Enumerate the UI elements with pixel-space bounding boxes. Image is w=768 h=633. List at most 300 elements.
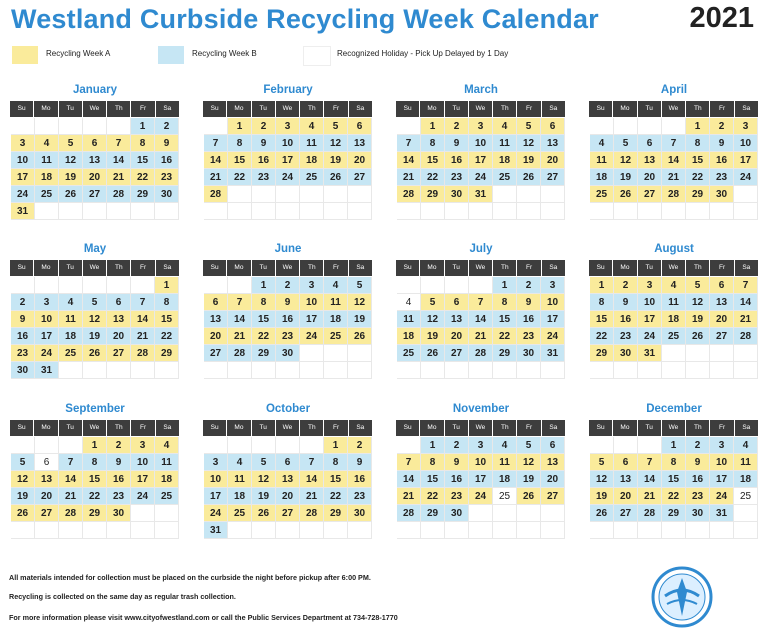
empty-day-cell bbox=[469, 277, 493, 294]
weekday-label: Tu bbox=[638, 260, 661, 276]
week-b-day-cell: 23 bbox=[614, 328, 638, 345]
week-a-day-cell: 7 bbox=[638, 454, 662, 471]
empty-day-cell bbox=[252, 362, 276, 379]
weekday-label: Tu bbox=[252, 101, 275, 117]
empty-day-cell bbox=[348, 345, 372, 362]
week-a-day-cell: 12 bbox=[252, 471, 276, 488]
empty-day-cell bbox=[445, 362, 469, 379]
week-b-day-cell: 21 bbox=[397, 169, 421, 186]
week-a-day-cell: 27 bbox=[276, 505, 300, 522]
weekday-label: Fr bbox=[324, 101, 347, 117]
empty-day-cell bbox=[131, 277, 155, 294]
empty-day-cell bbox=[445, 203, 469, 220]
empty-day-cell bbox=[614, 362, 638, 379]
weekday-label: Su bbox=[589, 260, 612, 276]
week-a-day-cell: 18 bbox=[662, 311, 686, 328]
week-b-day-cell: 17 bbox=[204, 488, 228, 505]
week-b-day-cell: 3 bbox=[35, 294, 59, 311]
week-b-day-cell: 13 bbox=[83, 152, 107, 169]
week-a-day-cell: 29 bbox=[155, 345, 179, 362]
empty-day-cell bbox=[131, 522, 155, 539]
week-a-day-cell: 20 bbox=[541, 152, 565, 169]
week-a-day-cell: 5 bbox=[59, 135, 83, 152]
week-b-day-cell: 1 bbox=[421, 437, 445, 454]
weekday-label: Th bbox=[300, 420, 323, 436]
legend-swatch-week-b bbox=[158, 46, 184, 64]
week-b-day-cell: 6 bbox=[638, 135, 662, 152]
week-b-day-cell: 14 bbox=[638, 471, 662, 488]
weekday-label: Mo bbox=[613, 420, 636, 436]
week-a-day-cell: 30 bbox=[710, 186, 734, 203]
week-b-day-cell: 30 bbox=[445, 505, 469, 522]
week-a-day-cell: 28 bbox=[131, 345, 155, 362]
weekday-label: Fr bbox=[324, 420, 347, 436]
week-a-day-cell: 16 bbox=[107, 471, 131, 488]
week-b-day-cell: 26 bbox=[517, 169, 541, 186]
week-a-day-cell: 26 bbox=[11, 505, 35, 522]
weekday-label: We bbox=[83, 101, 106, 117]
weekday-header bbox=[10, 260, 180, 276]
empty-day-cell bbox=[276, 437, 300, 454]
empty-day-cell bbox=[686, 522, 710, 539]
week-a-day-cell: 26 bbox=[83, 345, 107, 362]
week-a-day-cell: 28 bbox=[204, 186, 228, 203]
empty-day-cell bbox=[276, 203, 300, 220]
week-a-day-cell: 25 bbox=[228, 505, 252, 522]
week-b-day-cell: 29 bbox=[252, 345, 276, 362]
week-b-day-cell: 20 bbox=[541, 471, 565, 488]
empty-day-cell bbox=[397, 203, 421, 220]
week-a-day-cell: 27 bbox=[107, 345, 131, 362]
weekday-label: Su bbox=[10, 420, 33, 436]
empty-day-cell bbox=[734, 186, 758, 203]
weekday-header bbox=[589, 420, 759, 436]
empty-day-cell bbox=[517, 505, 541, 522]
week-b-day-cell: 21 bbox=[204, 169, 228, 186]
week-b-day-cell: 12 bbox=[324, 135, 348, 152]
weekday-label: We bbox=[276, 420, 299, 436]
week-a-day-cell: 22 bbox=[421, 488, 445, 505]
week-b-day-cell: 16 bbox=[445, 471, 469, 488]
week-b-day-cell: 9 bbox=[710, 135, 734, 152]
week-b-day-cell: 11 bbox=[35, 152, 59, 169]
week-b-day-cell: 26 bbox=[59, 186, 83, 203]
empty-day-cell bbox=[469, 505, 493, 522]
empty-day-cell bbox=[228, 277, 252, 294]
week-a-day-cell: 6 bbox=[710, 277, 734, 294]
weekday-label: Th bbox=[300, 101, 323, 117]
week-b-day-cell: 27 bbox=[348, 169, 372, 186]
week-b-day-cell: 12 bbox=[59, 152, 83, 169]
week-a-day-cell: 7 bbox=[228, 294, 252, 311]
empty-day-cell bbox=[541, 203, 565, 220]
note-same-day: Recycling is collected on the same day as regular trash collection. bbox=[9, 592, 236, 601]
week-b-day-cell: 20 bbox=[276, 488, 300, 505]
weekday-label: Sa bbox=[349, 260, 372, 276]
week-a-day-cell: 24 bbox=[541, 328, 565, 345]
empty-day-cell bbox=[421, 362, 445, 379]
week-b-day-cell: 18 bbox=[590, 169, 614, 186]
empty-day-cell bbox=[397, 437, 421, 454]
week-b-day-cell: 27 bbox=[83, 186, 107, 203]
weekday-label: Tu bbox=[59, 260, 82, 276]
week-a-day-cell: 7 bbox=[107, 135, 131, 152]
week-b-day-cell: 17 bbox=[300, 311, 324, 328]
week-a-day-cell: 19 bbox=[324, 152, 348, 169]
week-a-day-cell: 20 bbox=[710, 311, 734, 328]
empty-day-cell bbox=[638, 522, 662, 539]
weekday-label: Tu bbox=[638, 420, 661, 436]
empty-day-cell bbox=[421, 277, 445, 294]
week-b-day-cell: 9 bbox=[107, 454, 131, 471]
week-b-day-cell: 23 bbox=[710, 169, 734, 186]
week-b-day-cell: 3 bbox=[469, 437, 493, 454]
empty-day-cell bbox=[204, 362, 228, 379]
week-b-day-cell: 12 bbox=[686, 294, 710, 311]
empty-day-cell bbox=[517, 522, 541, 539]
week-b-day-cell: 20 bbox=[638, 169, 662, 186]
weekday-label: Tu bbox=[59, 101, 82, 117]
week-a-day-cell: 19 bbox=[686, 311, 710, 328]
week-b-day-cell: 5 bbox=[252, 454, 276, 471]
week-b-day-cell: 18 bbox=[493, 471, 517, 488]
empty-day-cell bbox=[493, 505, 517, 522]
week-a-day-cell: 8 bbox=[421, 454, 445, 471]
empty-day-cell bbox=[155, 203, 179, 220]
week-b-day-cell: 4 bbox=[493, 437, 517, 454]
weekday-label: Fr bbox=[131, 101, 154, 117]
empty-day-cell bbox=[204, 118, 228, 135]
week-a-day-cell: 4 bbox=[662, 277, 686, 294]
week-b-day-cell: 6 bbox=[107, 294, 131, 311]
week-a-day-cell: 2 bbox=[445, 118, 469, 135]
empty-day-cell bbox=[83, 203, 107, 220]
empty-day-cell bbox=[83, 277, 107, 294]
week-b-day-cell: 31 bbox=[35, 362, 59, 379]
empty-day-cell bbox=[614, 118, 638, 135]
empty-day-cell bbox=[300, 437, 324, 454]
weekday-label: Fr bbox=[517, 101, 540, 117]
week-b-day-cell: 3 bbox=[204, 454, 228, 471]
week-a-day-cell: 29 bbox=[686, 186, 710, 203]
week-a-day-cell: 25 bbox=[590, 186, 614, 203]
month-name: April bbox=[660, 84, 688, 96]
empty-day-cell bbox=[493, 362, 517, 379]
weekday-label: Mo bbox=[227, 260, 250, 276]
weekday-label: Fr bbox=[517, 420, 540, 436]
week-a-day-cell: 22 bbox=[493, 328, 517, 345]
week-a-day-cell: 19 bbox=[590, 488, 614, 505]
month-name: November bbox=[452, 403, 510, 415]
weekday-label: Sa bbox=[349, 101, 372, 117]
week-a-day-cell: 28 bbox=[397, 186, 421, 203]
week-b-day-cell: 6 bbox=[276, 454, 300, 471]
empty-day-cell bbox=[734, 522, 758, 539]
weekday-label: Su bbox=[10, 101, 33, 117]
week-a-day-cell: 17 bbox=[11, 169, 35, 186]
empty-day-cell bbox=[35, 437, 59, 454]
empty-day-cell bbox=[204, 203, 228, 220]
week-a-day-cell: 23 bbox=[445, 488, 469, 505]
calendar-year: 2021 bbox=[689, 2, 754, 34]
empty-day-cell bbox=[638, 203, 662, 220]
week-b-day-cell: 8 bbox=[83, 454, 107, 471]
empty-day-cell bbox=[493, 203, 517, 220]
empty-day-cell bbox=[252, 203, 276, 220]
week-a-day-cell: 1 bbox=[83, 437, 107, 454]
empty-day-cell bbox=[662, 522, 686, 539]
week-b-day-cell: 19 bbox=[11, 488, 35, 505]
week-a-day-cell: 15 bbox=[155, 311, 179, 328]
week-b-day-cell: 15 bbox=[252, 311, 276, 328]
empty-day-cell bbox=[493, 186, 517, 203]
empty-day-cell bbox=[541, 186, 565, 203]
week-b-day-cell: 18 bbox=[324, 311, 348, 328]
week-a-day-cell: 14 bbox=[397, 152, 421, 169]
week-b-day-cell: 5 bbox=[614, 135, 638, 152]
week-a-day-cell: 23 bbox=[517, 328, 541, 345]
month-name: October bbox=[265, 403, 311, 415]
empty-day-cell bbox=[131, 203, 155, 220]
week-a-day-cell: 26 bbox=[517, 488, 541, 505]
week-b-day-cell: 4 bbox=[734, 437, 758, 454]
week-a-day-cell: 16 bbox=[445, 152, 469, 169]
week-b-day-cell: 28 bbox=[397, 505, 421, 522]
weekday-label: Su bbox=[589, 101, 612, 117]
weekday-label: Su bbox=[589, 420, 612, 436]
empty-day-cell bbox=[35, 203, 59, 220]
weekday-label: Su bbox=[203, 101, 226, 117]
legend-label-holiday: Recognized Holiday - Pick Up Delayed by 1 Day bbox=[337, 49, 509, 58]
week-a-day-cell: 15 bbox=[324, 471, 348, 488]
empty-day-cell bbox=[276, 522, 300, 539]
week-b-day-cell: 1 bbox=[662, 437, 686, 454]
empty-day-cell bbox=[252, 437, 276, 454]
week-b-day-cell: 30 bbox=[517, 345, 541, 362]
empty-day-cell bbox=[324, 522, 348, 539]
empty-day-cell bbox=[324, 362, 348, 379]
week-b-day-cell: 24 bbox=[276, 169, 300, 186]
holiday-day-cell: 25 bbox=[734, 488, 758, 505]
week-a-day-cell: 3 bbox=[11, 135, 35, 152]
empty-day-cell bbox=[469, 362, 493, 379]
weekday-label: Su bbox=[396, 101, 419, 117]
week-b-day-cell: 29 bbox=[493, 345, 517, 362]
week-b-day-cell: 16 bbox=[155, 152, 179, 169]
week-a-day-cell: 29 bbox=[590, 345, 614, 362]
week-b-day-cell: 9 bbox=[348, 454, 372, 471]
week-b-day-cell: 14 bbox=[397, 471, 421, 488]
week-b-day-cell: 26 bbox=[590, 505, 614, 522]
week-a-day-cell: 1 bbox=[324, 437, 348, 454]
empty-day-cell bbox=[469, 203, 493, 220]
holiday-day-cell: 6 bbox=[35, 454, 59, 471]
empty-day-cell bbox=[228, 437, 252, 454]
legend-swatch-week-a bbox=[12, 46, 38, 64]
week-a-day-cell: 24 bbox=[300, 328, 324, 345]
week-b-day-cell: 23 bbox=[445, 169, 469, 186]
week-b-day-cell: 7 bbox=[662, 135, 686, 152]
week-a-day-cell: 9 bbox=[276, 294, 300, 311]
empty-day-cell bbox=[590, 522, 614, 539]
weekday-label: Fr bbox=[710, 101, 733, 117]
week-b-day-cell: 26 bbox=[324, 169, 348, 186]
week-b-day-cell: 17 bbox=[541, 311, 565, 328]
empty-day-cell bbox=[517, 203, 541, 220]
week-a-day-cell: 14 bbox=[131, 311, 155, 328]
week-b-day-cell: 14 bbox=[469, 311, 493, 328]
week-a-day-cell: 21 bbox=[228, 328, 252, 345]
week-a-day-cell: 20 bbox=[348, 152, 372, 169]
week-b-day-cell: 7 bbox=[397, 135, 421, 152]
week-a-day-cell: 17 bbox=[131, 471, 155, 488]
month-name: August bbox=[654, 243, 694, 255]
week-a-day-cell: 12 bbox=[348, 294, 372, 311]
week-b-day-cell: 28 bbox=[638, 505, 662, 522]
week-a-day-cell: 6 bbox=[204, 294, 228, 311]
week-b-day-cell: 10 bbox=[11, 152, 35, 169]
week-a-day-cell: 31 bbox=[638, 345, 662, 362]
month-name: July bbox=[469, 243, 493, 255]
empty-day-cell bbox=[614, 522, 638, 539]
week-a-day-cell: 30 bbox=[445, 186, 469, 203]
empty-day-cell bbox=[252, 522, 276, 539]
empty-day-cell bbox=[348, 203, 372, 220]
weekday-label: Fr bbox=[131, 420, 154, 436]
week-b-day-cell: 28 bbox=[107, 186, 131, 203]
week-b-day-cell: 18 bbox=[734, 471, 758, 488]
week-a-day-cell: 31 bbox=[469, 186, 493, 203]
week-b-day-cell: 11 bbox=[397, 311, 421, 328]
week-a-day-cell: 10 bbox=[710, 454, 734, 471]
week-a-day-cell: 15 bbox=[228, 152, 252, 169]
legend-label-week-b: Recycling Week B bbox=[192, 49, 257, 58]
week-b-day-cell: 5 bbox=[517, 437, 541, 454]
week-a-day-cell: 10 bbox=[204, 471, 228, 488]
week-b-day-cell: 16 bbox=[517, 311, 541, 328]
weekday-label: Sa bbox=[735, 101, 758, 117]
note-more-info: For more information please visit www.cityofwestland.com or call the Public Services Department at 734-728-1770 bbox=[9, 613, 398, 622]
weekday-label: Sa bbox=[542, 260, 565, 276]
empty-day-cell bbox=[638, 118, 662, 135]
empty-day-cell bbox=[348, 362, 372, 379]
empty-day-cell bbox=[83, 522, 107, 539]
weekday-header bbox=[589, 101, 759, 117]
week-a-day-cell: 20 bbox=[445, 328, 469, 345]
note-curbside: All materials intended for collection must be placed on the curbside the night before pickup after 6:00 PM. bbox=[9, 573, 371, 582]
weekday-label: Sa bbox=[542, 420, 565, 436]
week-b-day-cell: 13 bbox=[204, 311, 228, 328]
weekday-label: Tu bbox=[252, 260, 275, 276]
week-b-day-cell: 14 bbox=[734, 294, 758, 311]
week-b-day-cell: 19 bbox=[83, 328, 107, 345]
week-b-day-cell: 13 bbox=[541, 135, 565, 152]
week-b-day-cell: 18 bbox=[59, 328, 83, 345]
weekday-label: Sa bbox=[735, 260, 758, 276]
weekday-label: Th bbox=[686, 420, 709, 436]
weekday-label: Su bbox=[396, 260, 419, 276]
empty-day-cell bbox=[662, 118, 686, 135]
month-name: March bbox=[464, 84, 498, 96]
week-a-day-cell: 2 bbox=[107, 437, 131, 454]
week-b-day-cell: 22 bbox=[590, 328, 614, 345]
week-b-day-cell: 25 bbox=[493, 169, 517, 186]
month-name: December bbox=[646, 403, 702, 415]
week-a-day-cell: 8 bbox=[493, 294, 517, 311]
week-a-day-cell: 1 bbox=[686, 118, 710, 135]
empty-day-cell bbox=[590, 118, 614, 135]
week-a-day-cell: 27 bbox=[638, 186, 662, 203]
week-a-day-cell: 5 bbox=[686, 277, 710, 294]
weekday-label: Th bbox=[493, 420, 516, 436]
week-b-day-cell: 13 bbox=[614, 471, 638, 488]
weekday-label: Mo bbox=[420, 260, 443, 276]
week-a-day-cell: 12 bbox=[11, 471, 35, 488]
week-b-day-cell: 12 bbox=[421, 311, 445, 328]
week-a-day-cell: 17 bbox=[276, 152, 300, 169]
empty-day-cell bbox=[131, 362, 155, 379]
empty-day-cell bbox=[734, 345, 758, 362]
weekday-label: Th bbox=[686, 260, 709, 276]
week-b-day-cell: 1 bbox=[493, 277, 517, 294]
empty-day-cell bbox=[638, 362, 662, 379]
week-a-day-cell: 3 bbox=[638, 277, 662, 294]
weekday-label: We bbox=[469, 101, 492, 117]
week-a-day-cell: 26 bbox=[348, 328, 372, 345]
empty-day-cell bbox=[710, 345, 734, 362]
holiday-day-cell: 4 bbox=[397, 294, 421, 311]
week-a-day-cell: 5 bbox=[517, 118, 541, 135]
weekday-label: Mo bbox=[613, 101, 636, 117]
empty-day-cell bbox=[493, 522, 517, 539]
week-a-day-cell: 18 bbox=[493, 152, 517, 169]
week-b-day-cell: 24 bbox=[469, 169, 493, 186]
weekday-label: Tu bbox=[638, 101, 661, 117]
week-b-day-cell: 17 bbox=[710, 471, 734, 488]
week-b-day-cell: 3 bbox=[710, 437, 734, 454]
week-b-day-cell: 10 bbox=[131, 454, 155, 471]
week-a-day-cell: 3 bbox=[469, 118, 493, 135]
week-a-day-cell: 10 bbox=[469, 454, 493, 471]
week-a-day-cell: 6 bbox=[541, 118, 565, 135]
week-b-day-cell: 14 bbox=[107, 152, 131, 169]
month-name: September bbox=[65, 403, 125, 415]
week-b-day-cell: 23 bbox=[252, 169, 276, 186]
week-b-day-cell: 24 bbox=[131, 488, 155, 505]
week-a-day-cell: 28 bbox=[59, 505, 83, 522]
week-a-day-cell: 13 bbox=[541, 454, 565, 471]
empty-day-cell bbox=[541, 505, 565, 522]
week-a-day-cell: 26 bbox=[252, 505, 276, 522]
week-a-day-cell: 18 bbox=[35, 169, 59, 186]
week-a-day-cell: 21 bbox=[638, 488, 662, 505]
empty-day-cell bbox=[155, 362, 179, 379]
week-b-day-cell: 26 bbox=[686, 328, 710, 345]
empty-day-cell bbox=[107, 118, 131, 135]
week-a-day-cell: 12 bbox=[83, 311, 107, 328]
week-b-day-cell: 2 bbox=[155, 118, 179, 135]
week-a-day-cell: 17 bbox=[638, 311, 662, 328]
week-b-day-cell: 15 bbox=[493, 311, 517, 328]
week-b-day-cell: 18 bbox=[228, 488, 252, 505]
week-b-day-cell: 19 bbox=[252, 488, 276, 505]
week-a-day-cell: 13 bbox=[638, 152, 662, 169]
week-b-day-cell: 27 bbox=[614, 505, 638, 522]
week-a-day-cell: 30 bbox=[348, 505, 372, 522]
week-a-day-cell: 1 bbox=[590, 277, 614, 294]
week-a-day-cell: 28 bbox=[300, 505, 324, 522]
week-a-day-cell: 9 bbox=[686, 454, 710, 471]
